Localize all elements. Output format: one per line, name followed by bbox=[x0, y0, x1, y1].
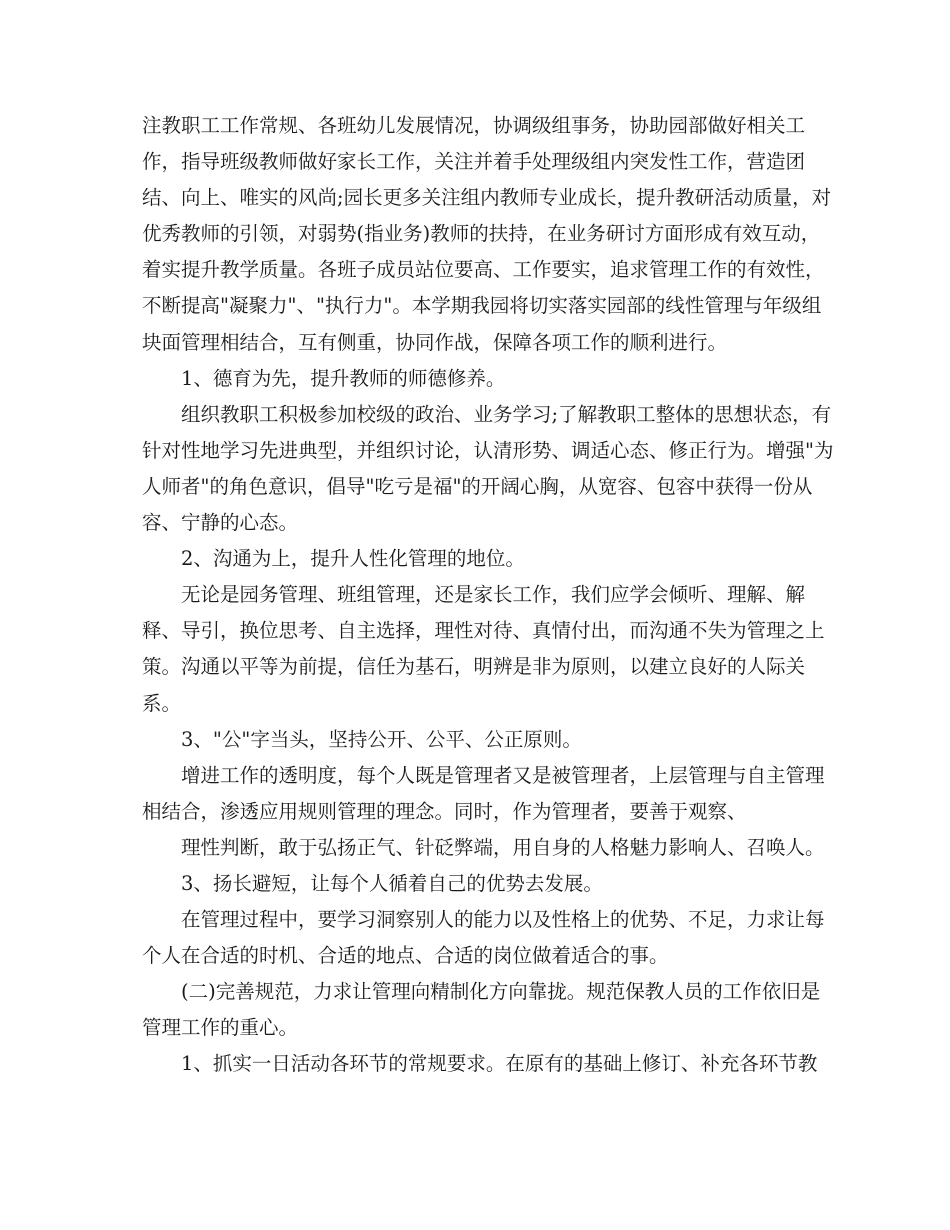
text-line: 释、导引，换位思考、自主选择，理性对待、真情付出，而沟通不失为管理之上 bbox=[142, 619, 825, 643]
text-line: 无论是园务管理、班组管理，还是家长工作，我们应学会倾听、理解、解 bbox=[181, 583, 806, 607]
section-heading: (二)完善规范，力求让管理向精制化方向靠拢。规范保教人员的工作依旧是 bbox=[181, 980, 821, 1004]
text-line: 不断提高"凝聚力"、"执行力"。本学期我园将切实落实园部的线性管理与年级组 bbox=[142, 294, 822, 318]
text-line: 组织教职工积极参加校级的政治、业务学习;了解教职工整体的思想状态，有 bbox=[181, 402, 832, 426]
text-line: 容、宁静的心态。 bbox=[142, 511, 299, 535]
text-line: 人师者"的角色意识，倡导"吃亏是福"的开阔心胸，从宽容、包容中获得一份从 bbox=[142, 474, 813, 498]
text-line: 增进工作的透明度，每个人既是管理者又是被管理者，上层管理与自主管理 bbox=[181, 763, 825, 787]
text-line: 系。 bbox=[142, 691, 182, 715]
section-heading: 1、德育为先，提升教师的师德修养。 bbox=[181, 366, 506, 390]
section-heading: 3、扬长避短，让每个人循着自己的优势去发展。 bbox=[181, 871, 603, 895]
text-line: 策。沟通以平等为前提，信任为基石，明辨是非为原则，以建立良好的人际关 bbox=[142, 655, 806, 679]
text-line: 着实提升教学质量。各班子成员站位要高、工作要实，追求管理工作的有效性， bbox=[142, 258, 825, 282]
text-line: 相结合，渗透应用规则管理的理念。同时，作为管理者，要善于观察、 bbox=[142, 799, 747, 823]
text-line: 优秀教师的引领，对弱势(指业务)教师的扶持，在业务研讨方面形成有效互动， bbox=[142, 222, 821, 246]
text-line: 理性判断，敢于弘扬正气、针砭弊端，用自身的人格魅力影响人、召唤人。 bbox=[181, 835, 825, 859]
text-line: 块面管理相结合，互有侧重，协同作战，保障各项工作的顺利进行。 bbox=[142, 330, 728, 354]
document-body bbox=[142, 108, 834, 1083]
text-line: 结、向上、唯实的风尚;园长更多关注组内教师专业成长，提升教研活动质量，对 bbox=[142, 186, 832, 210]
section-heading: 1、抓实一日活动各环节的常规要求。在原有的基础上修订、补充各环节教 bbox=[181, 1052, 818, 1076]
text-line: 管理工作的重心。 bbox=[142, 1016, 299, 1040]
section-heading: 3、"公"字当头，坚持公开、公平、公正原则。 bbox=[181, 727, 582, 751]
section-heading: 2、沟通为上，提升人性化管理的地位。 bbox=[181, 547, 525, 571]
text-line: 针对性地学习先进典型，并组织讨论，认清形势、调适心态、修正行为。增强"为 bbox=[142, 438, 834, 462]
text-line: 在管理过程中，要学习洞察别人的能力以及性格上的优势、不足，力求让每 bbox=[181, 908, 825, 932]
text-line: 个人在合适的时机、合适的地点、合适的岗位做着适合的事。 bbox=[142, 944, 669, 968]
text-line: 作，指导班级教师做好家长工作，关注并着手处理级组内突发性工作，营造团 bbox=[142, 150, 806, 174]
text-line: 注教职工工作常规、各班幼儿发展情况，协调级组事务，协助园部做好相关工 bbox=[142, 114, 806, 137]
